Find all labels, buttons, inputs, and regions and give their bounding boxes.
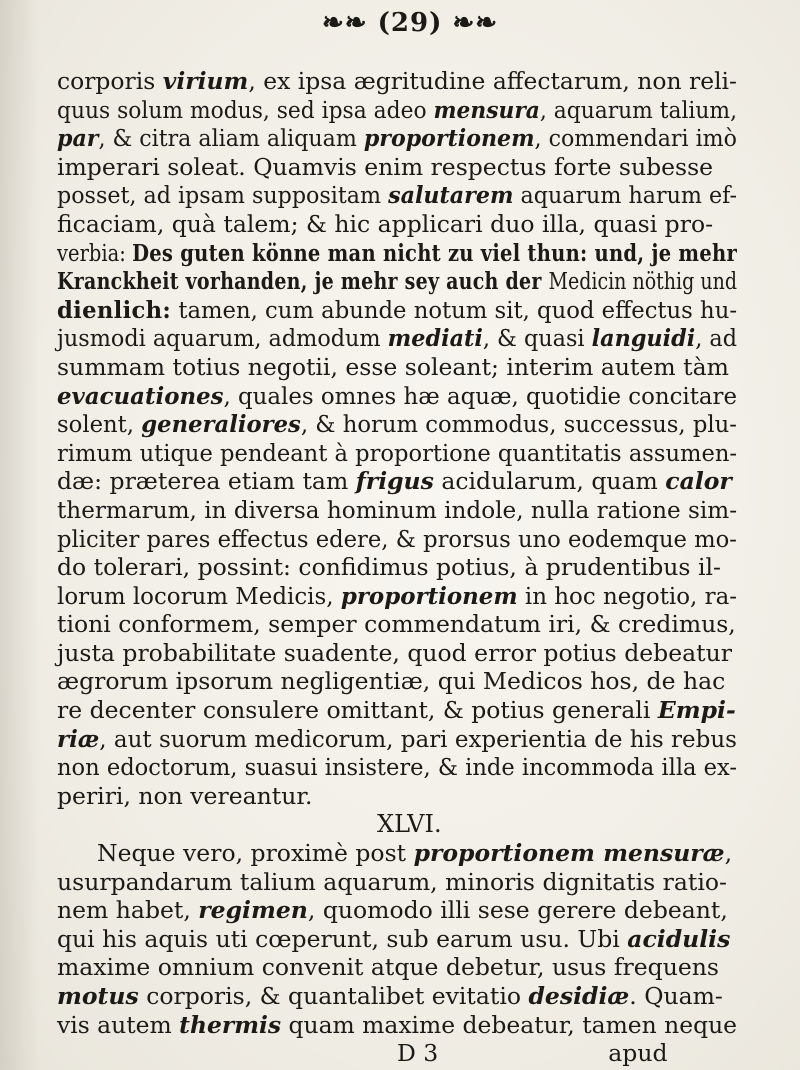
- text-line: [57, 181, 737, 210]
- text-run: non edoctorum, suasui insistere, & inde incommoda illa ex-: [57, 753, 737, 782]
- text-line: [57, 953, 737, 982]
- text-run: pliciter pares effectus edere, & prorsus uno eodemque mo-: [57, 524, 737, 553]
- text-run: ægrorum ipsorum negligentiæ, qui Medicos hos, de hac: [57, 667, 726, 696]
- text-run: , & horum commodus, successus, plu-: [300, 410, 737, 439]
- section-heading: XLVI.: [377, 810, 442, 839]
- catchword: apud: [608, 1039, 668, 1068]
- text-line: [57, 467, 737, 496]
- text-run: generaliores: [141, 410, 301, 439]
- text-run: , quomodo illi sese gerere debeant,: [307, 896, 728, 925]
- text-run: , aquarum talium,: [539, 95, 737, 124]
- text-line: [57, 925, 737, 954]
- text-run: usurpandarum talium aquarum, minoris dignitatis ratio-: [57, 867, 727, 896]
- text-run: salutarem: [388, 181, 514, 210]
- text-line: [57, 868, 737, 897]
- text-run: ,: [724, 839, 733, 868]
- text-run: jusmodi aquarum, admodum: [57, 324, 388, 353]
- text-run: evacuationes: [57, 381, 224, 410]
- text-run: , ad: [695, 324, 738, 353]
- text-run: thermis: [179, 1010, 282, 1039]
- text-run: dæ: præterea etiam tam: [57, 467, 356, 496]
- text-line: [57, 982, 737, 1011]
- text-line: [57, 753, 737, 782]
- signature-mark: D 3: [397, 1039, 439, 1068]
- text-run: corporis: [57, 67, 163, 95]
- text-run: quus solum modus, sed ipsa adeo: [57, 95, 434, 124]
- page-header: [250, 8, 570, 38]
- text-line: [57, 324, 737, 353]
- text-run: mensura: [433, 95, 540, 124]
- text-line: [57, 725, 737, 754]
- text-line: [57, 696, 737, 725]
- text-run: Kranckheit vorhanden, je mehr sey auch der: [57, 267, 549, 296]
- text-run: . Quam-: [629, 982, 723, 1010]
- text-line: [57, 239, 737, 268]
- text-run: calor: [665, 467, 732, 496]
- left-ornament: ❧❧: [321, 8, 378, 38]
- text-run: Neque vero, proximè post: [97, 839, 414, 868]
- text-run: posset, ad ipsam suppositam: [57, 181, 389, 210]
- text-run: , commendari imò: [534, 124, 737, 153]
- text-run: tamen, cum abunde notum sit, quod effectus hu-: [171, 295, 737, 324]
- text-run: imperari soleat. Quamvis enim respectus forte subesse: [57, 152, 714, 181]
- text-run: desidiæ: [528, 982, 630, 1010]
- text-line: [57, 153, 737, 182]
- text-line: [57, 553, 737, 582]
- text-run: , & quasi: [482, 324, 592, 353]
- text-run: rimum utique pendeant à proportione quantitatis assumen-: [57, 438, 738, 467]
- text-run: acidularum, quam: [433, 467, 666, 496]
- text-run: summam totius negotii, esse soleant; interim autem tàm: [57, 352, 729, 381]
- text-run: regimen: [198, 896, 308, 925]
- page-number: (29): [377, 8, 443, 38]
- text-line: [57, 210, 737, 239]
- paragraph-2: [57, 839, 737, 1039]
- text-run: proportionem: [340, 581, 518, 610]
- text-run: re decenter consulere omittant, & potius generali: [57, 696, 658, 725]
- text-run: tioni conformem, semper commendatum iri, & credimus,: [57, 610, 736, 639]
- text-line: [57, 124, 737, 153]
- text-run: ficaciam, quà talem; & hic applicari duo illa, quasi pro-: [57, 209, 714, 238]
- footer-line: [57, 1039, 737, 1068]
- text-line: [57, 382, 737, 411]
- text-run: Medicin nöthig und: [548, 267, 737, 296]
- text-run: par: [57, 124, 99, 153]
- paragraph-1: [57, 67, 737, 810]
- text-run: maxime omnium convenit atque debetur, usus frequens: [57, 953, 719, 982]
- text-run: qui his aquis uti cœperunt, sub earum usu. Ubi: [57, 924, 628, 953]
- text-run: acidulis: [627, 924, 731, 953]
- text-line: [57, 782, 737, 811]
- text-line: [57, 353, 737, 382]
- text-run: aquarum harum ef-: [513, 181, 738, 210]
- text-line: [57, 267, 737, 296]
- text-line: [57, 496, 737, 525]
- text-line: [57, 67, 737, 96]
- text-run: corporis, & quantalibet evitatio: [138, 982, 529, 1010]
- text-run: languidi: [591, 324, 696, 353]
- text-run: in hoc negotio, ra-: [517, 581, 737, 610]
- text-run: do tolerari, possint: confidimus potius, à prudentibus il-: [57, 553, 721, 582]
- text-run: vis autem: [57, 1010, 180, 1039]
- text-run: frigus: [355, 467, 434, 496]
- text-run: lorum locorum Medicis,: [57, 581, 341, 610]
- text-block: [57, 67, 737, 1068]
- text-run: nem habet,: [57, 896, 199, 925]
- text-line: [57, 610, 737, 639]
- text-run: , ex ipsa ægritudine affectarum, non reli-: [248, 67, 737, 95]
- text-line: [57, 439, 737, 468]
- text-run: riæ: [57, 724, 100, 753]
- text-run: proportionem: [363, 124, 535, 153]
- text-run: motus: [57, 982, 139, 1010]
- text-run: , aut suorum medicorum, pari experientia de his rebus: [99, 724, 737, 753]
- text-run: solent,: [57, 410, 142, 439]
- text-run: mediati: [387, 324, 483, 353]
- text-run: dienlich:: [57, 295, 172, 324]
- page-gutter-shadow: [0, 0, 40, 1070]
- text-run: justa probabilitate suadente, quod error potius debeatur: [57, 638, 732, 667]
- text-line: [57, 525, 737, 554]
- text-line: [57, 1011, 737, 1040]
- text-line: [57, 896, 737, 925]
- text-run: Empi-: [657, 696, 736, 725]
- text-run: Des guten könne man nicht zu viel thun: und, je mehr: [132, 238, 737, 267]
- text-line: [57, 96, 737, 125]
- text-line: [57, 582, 737, 611]
- text-line: [57, 410, 737, 439]
- text-line: [57, 639, 737, 668]
- text-run: virium: [162, 67, 249, 95]
- text-run: quam maxime debeatur, tamen neque: [281, 1010, 738, 1039]
- text-run: proportionem mensuræ: [413, 839, 725, 868]
- text-run: periri, non vereantur.: [57, 781, 313, 810]
- text-run: , & citra aliam aliquam: [98, 124, 364, 153]
- text-line: [57, 667, 737, 696]
- text-run: thermarum, in diversa hominum indole, nulla ratione sim-: [57, 495, 738, 524]
- text-run: , quales omnes hæ aquæ, quotidie concitare: [223, 381, 737, 410]
- text-run: verbia:: [57, 238, 133, 267]
- text-line: [57, 839, 737, 868]
- right-ornament: ❧❧: [442, 8, 499, 38]
- text-line: [57, 296, 737, 325]
